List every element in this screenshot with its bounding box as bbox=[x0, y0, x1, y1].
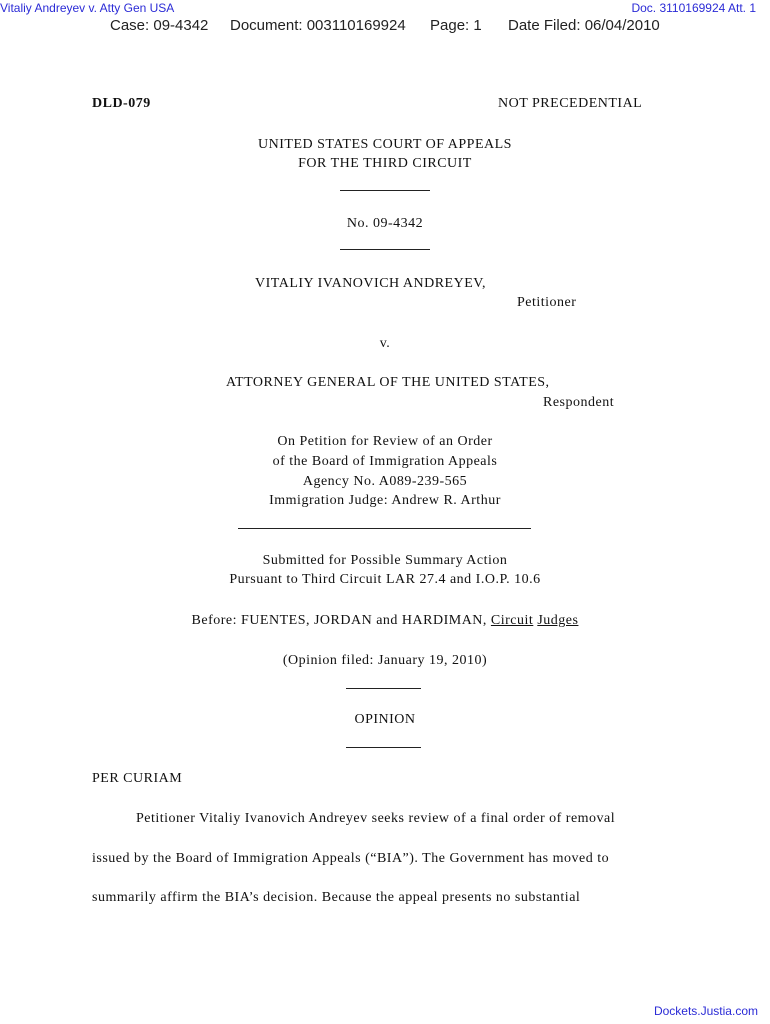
divider-rule-long bbox=[238, 528, 531, 529]
court-name-line1: UNITED STATES COURT OF APPEALS bbox=[258, 137, 512, 152]
body-line: issued by the Board of Immigration Appeals (“BIA”). The Government has moved to bbox=[92, 851, 610, 866]
case-title-link[interactable]: Vitaliy Andreyev v. Atty Gen USA bbox=[0, 1, 175, 15]
divider-rule bbox=[340, 190, 430, 191]
panel-judges-title: Judges bbox=[537, 613, 579, 628]
opinion-heading: OPINION bbox=[354, 712, 416, 727]
body-line: summarily affirm the BIA’s decision. Because the appeal presents no substantial bbox=[92, 890, 581, 905]
divider-rule bbox=[340, 249, 430, 250]
panel-judges: Before: FUENTES, JORDAN and HARDIMAN, bbox=[191, 613, 487, 628]
immigration-judge: Immigration Judge: Andrew R. Arthur bbox=[269, 493, 501, 508]
justia-dockets-link[interactable]: Dockets.Justia.com bbox=[653, 1004, 758, 1018]
document-attachment-link[interactable]: Doc. 3110169924 Att. 1 bbox=[631, 1, 756, 15]
petitioner-name: VITALIY IVANOVICH ANDREYEV, bbox=[255, 276, 487, 291]
petition-line1: On Petition for Review of an Order bbox=[277, 434, 493, 449]
agency-number: Agency No. A089-239-565 bbox=[302, 474, 468, 489]
per-curiam: PER CURIAM bbox=[92, 771, 183, 786]
body-line: Petitioner Vitaliy Ivanovich Andreyev seeks review of a final order of removal bbox=[136, 811, 616, 826]
panel-circuit: Circuit bbox=[490, 613, 534, 628]
petitioner-role: Petitioner bbox=[517, 295, 577, 310]
divider-rule bbox=[346, 688, 421, 689]
versus: v. bbox=[379, 336, 391, 351]
header-date-filed: Date Filed: 06/04/2010 bbox=[508, 17, 660, 34]
divider-rule bbox=[346, 747, 421, 748]
panel-before bbox=[0, 613, 770, 629]
header-case-number: Case: 09-4342 bbox=[110, 17, 209, 34]
document-code: DLD-079 bbox=[92, 96, 151, 111]
submitted-line1: Submitted for Possible Summary Action bbox=[262, 553, 508, 568]
court-name-line2: FOR THE THIRD CIRCUIT bbox=[298, 156, 472, 171]
header-page-number: Page: 1 bbox=[430, 17, 482, 34]
precedential-status: NOT PRECEDENTIAL bbox=[498, 96, 643, 111]
opinion-filed-date: (Opinion filed: January 19, 2010) bbox=[282, 653, 488, 668]
case-number: No. 09-4342 bbox=[346, 216, 424, 231]
petition-line2: of the Board of Immigration Appeals bbox=[272, 454, 498, 469]
respondent-role: Respondent bbox=[543, 395, 615, 410]
header-document-number: Document: 003110169924 bbox=[230, 17, 406, 34]
submitted-line2: Pursuant to Third Circuit LAR 27.4 and I.O.P. 10.6 bbox=[229, 572, 541, 587]
respondent-name: ATTORNEY GENERAL OF THE UNITED STATES, bbox=[226, 375, 550, 390]
